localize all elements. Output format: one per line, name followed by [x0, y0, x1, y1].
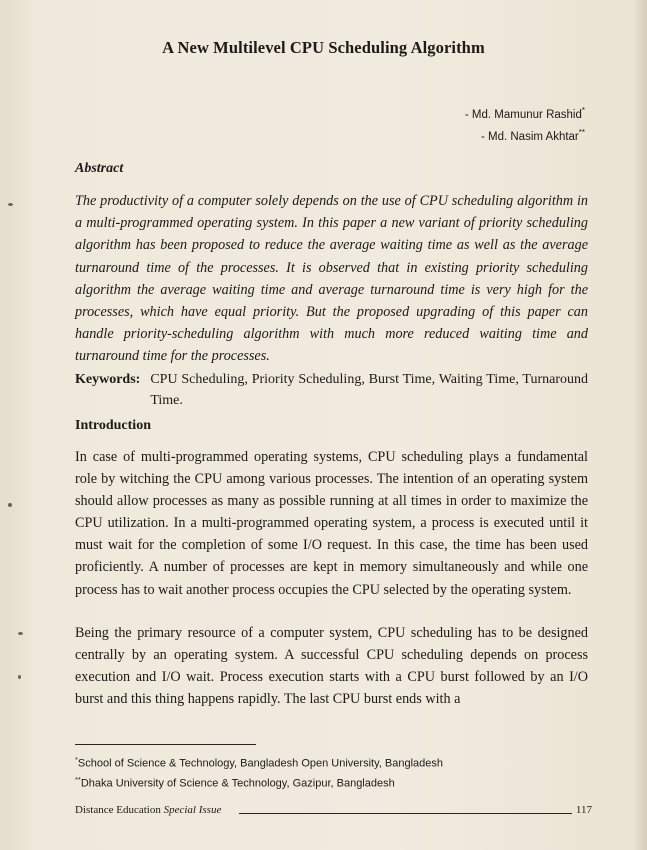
paper-title: A New Multilevel CPU Scheduling Algorithm	[162, 38, 485, 57]
footnote-1	[75, 752, 443, 772]
footnote-mark: **	[75, 774, 81, 784]
abstract-heading: Abstract	[75, 161, 124, 176]
footnote-rule	[75, 744, 256, 745]
author-mark: *	[581, 106, 585, 115]
scan-mark	[18, 632, 23, 635]
abstract-text: The productivity of a computer solely depends on the use of CPU scheduling algorithm in a multi-programmed operating system. In this paper a new variant of priority scheduling algorithm has been proposed to reduce the average waiting time as well as the average turnaround time of the processes. It is observed that in existing priority scheduling algorithm the average waiting time and average turnaround time is very high for the processes, which have equal priority. But the proposed upgrading of this paper can handle priority-scheduling algorithm with much more reduced waiting time and turnaround time for the processes.	[75, 193, 588, 365]
page-footer	[75, 804, 592, 816]
author-1	[465, 102, 585, 124]
scan-mark	[8, 203, 13, 206]
author-list	[465, 102, 585, 146]
author-mark: **	[578, 127, 585, 137]
footnote-2	[75, 772, 443, 792]
journal-title: Distance Education	[75, 804, 161, 816]
footnote-text: Dhaka University of Science & Technology, Gazipur, Bangladesh	[80, 777, 395, 790]
keywords	[75, 369, 588, 411]
scan-mark	[8, 503, 12, 507]
author-name: - Md. Nasim Akhtar	[480, 130, 579, 143]
intro-paragraph: Being the primary resource of a computer system, CPU scheduling has to be designed centrally by an operating system. A successful CPU scheduling depends on process execution and I/O wait. Process execution starts with a CPU burst followed by an I/O burst and this thing happens rapidly. The last CPU burst ends with a	[75, 625, 588, 708]
footnotes	[75, 752, 443, 791]
page-number: 117	[575, 804, 592, 816]
keywords-label: Keywords:	[75, 372, 141, 387]
page-edge-shadow	[633, 0, 647, 850]
author-2	[465, 124, 585, 146]
footnote-mark: *	[75, 755, 78, 764]
footer-rule	[239, 813, 572, 814]
author-name: - Md. Mamunur Rashid	[464, 108, 582, 121]
journal-name	[75, 804, 221, 816]
scan-mark	[18, 675, 21, 679]
keywords-text: CPU Scheduling, Priority Scheduling, Burst Time, Waiting Time, Turnaround Time.	[150, 372, 588, 408]
introduction-heading: Introduction	[75, 418, 151, 433]
footnote-text: School of Science & Technology, Bangladesh Open University, Bangladesh	[77, 757, 443, 770]
intro-paragraph: In case of multi-programmed operating systems, CPU scheduling plays a fundamental role by witching the CPU among various processes. The intention of an operating system should allow processes as many as possible running at all times in order to maximize the CPU utilization. In a multi-programmed operating system, a process is executed until it must wait for the completion of some I/O request. In this case, the time has been used proficiently. A number of processes are kept in memory simultaneously and while one process has to wait another process occupies the CPU selected by the operating system.	[75, 449, 588, 598]
journal-issue: Special Issue	[163, 804, 222, 816]
